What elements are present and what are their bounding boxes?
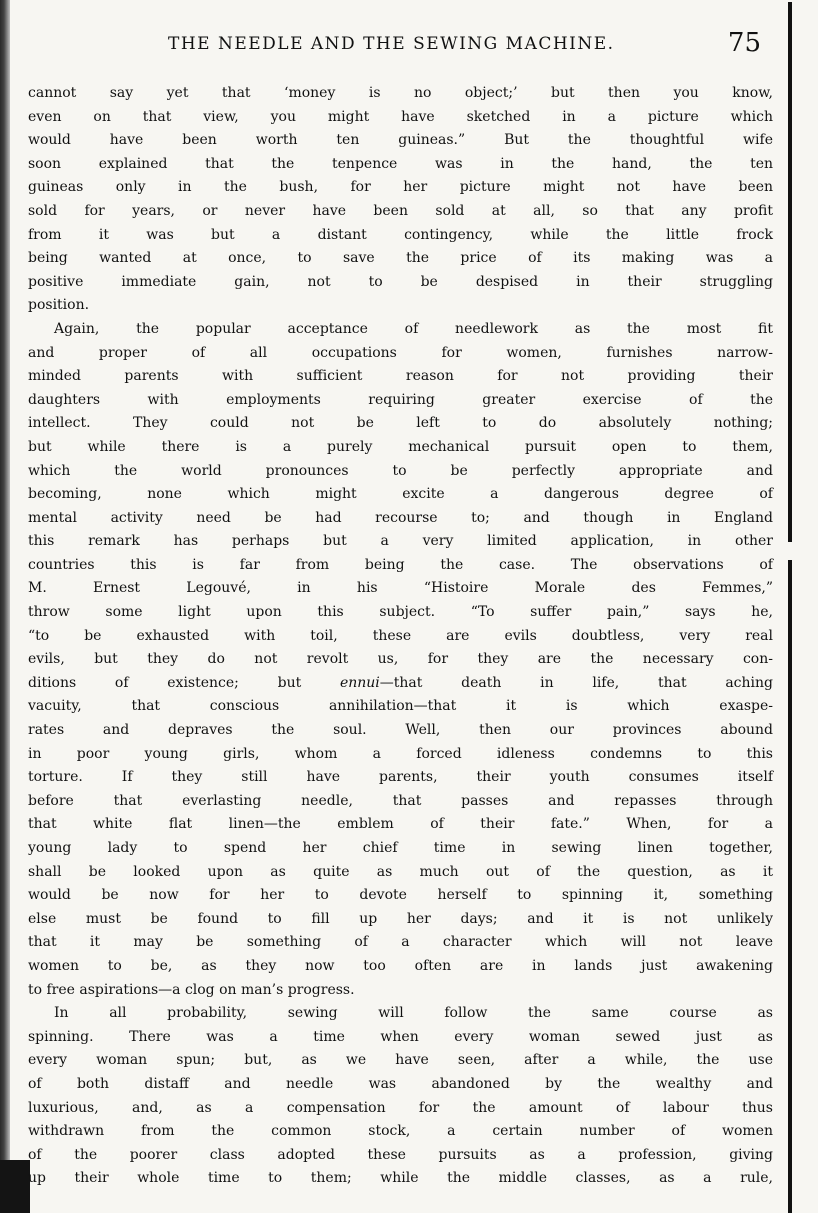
text-line: but while there is a purely mechanical pursuit open to them, xyxy=(28,438,773,455)
text-line: that it may be something of a character which will not leave xyxy=(28,934,773,951)
text-line: Again, the popular acceptance of needlework as the most fit xyxy=(54,320,773,337)
text-line: that white flat linen—the emblem of their fate.” When, for a xyxy=(28,816,773,833)
emphasis: ennui xyxy=(339,674,380,691)
text-line: position. xyxy=(28,297,90,314)
text-line: countries this is far from being the case. The observations of xyxy=(28,556,773,573)
text-line: shall be looked upon as quite as much out of the question, as it xyxy=(28,863,773,880)
text-line: soon explained that the tenpence was in the hand, the ten xyxy=(28,155,773,172)
text-line: cannot say yet that ‘money is no object;’ but then you know, xyxy=(28,85,773,101)
page-edge-rule xyxy=(788,2,792,542)
text-line: spinning. There was a time when every woman sewed just as xyxy=(28,1028,773,1045)
text-line: luxurious, and, as a compensation for the amount of labour thus xyxy=(28,1099,773,1116)
text-line: vacuity, that conscious annihilation—that it is which exaspe- xyxy=(28,698,773,715)
text-line: M. Ernest Legouvé, in his “Histoire Morale des Femmes,” xyxy=(28,580,773,597)
text-line: sold for years, or never have been sold at all, so that any profit xyxy=(28,202,773,219)
text-line: this remark has perhaps but a very limited application, in other xyxy=(28,533,773,550)
text-line: of the poorer class adopted these pursuits as a profession, giving xyxy=(28,1146,773,1163)
running-title: THE NEEDLE AND THE SEWING MACHINE. xyxy=(168,34,615,54)
text-line: young lady to spend her chief time in sewing linen together, xyxy=(28,840,773,856)
text-line: women to be, as they now too often are in lands just awakening xyxy=(28,957,773,974)
text-line: withdrawn from the common stock, a certain number of women xyxy=(28,1123,773,1140)
text-line: up their whole time to them; while the middle classes, as a rule, xyxy=(28,1170,773,1187)
text-line: In all probability, sewing will follow the same course as xyxy=(54,1005,773,1022)
text-line: ditions of existence; but ennui—that death in life, that aching xyxy=(28,674,773,691)
body-text xyxy=(28,82,773,1191)
text-line: before that everlasting needle, that passes and repasses through xyxy=(28,792,773,809)
text-line: throw some light upon this subject. “To suffer pain,” says he, xyxy=(28,604,773,621)
text-line: being wanted at once, to save the price of its making was a xyxy=(28,250,773,267)
page-edge-rule xyxy=(788,560,792,1213)
text-line: becoming, none which might excite a dangerous degree of xyxy=(28,486,773,503)
text-line: guineas only in the bush, for her picture might not have been xyxy=(28,179,773,196)
text-line: minded parents with sufficient reason for not providing their xyxy=(28,368,773,385)
page-number: 75 xyxy=(727,28,761,58)
text-line: to free aspirations—a clog on man’s progress. xyxy=(28,981,355,998)
binding-edge xyxy=(0,0,10,1213)
text-line: every woman spun; but, as we have seen, after a while, the use xyxy=(28,1052,773,1069)
binding-shadow xyxy=(0,1160,30,1213)
text-line: would be now for her to devote herself to spinning it, something xyxy=(28,887,773,904)
text-line: would have been worth ten guineas.” But the thoughtful wife xyxy=(28,132,773,149)
text-line: evils, but they do not revolt us, for they are the necessary con- xyxy=(28,651,773,668)
text-line: torture. If they still have parents, their youth consumes itself xyxy=(28,769,773,786)
text-line: else must be found to fill up her days; and it is not unlikely xyxy=(28,910,773,927)
book-page xyxy=(28,28,773,1191)
text-line: of both distaff and needle was abandoned by the wealthy and xyxy=(28,1075,773,1092)
text-line: “to be exhausted with toil, these are evils doubtless, very real xyxy=(28,627,773,644)
text-line: mental activity need be had recourse to; and though in England xyxy=(28,509,773,526)
text-line: daughters with employments requiring greater exercise of the xyxy=(28,391,773,408)
text-line: even on that view, you might have sketched in a picture which xyxy=(28,108,773,125)
text-line: which the world pronounces to be perfectly appropriate and xyxy=(28,462,773,479)
text-line: intellect. They could not be left to do absolutely nothing; xyxy=(28,415,773,432)
text-line: and proper of all occupations for women, furnishes narrow- xyxy=(28,344,773,361)
text-line: in poor young girls, whom a forced idleness condemns to this xyxy=(28,745,773,762)
text-line: from it was but a distant contingency, while the little frock xyxy=(28,226,773,243)
text-line: positive immediate gain, not to be despised in their struggling xyxy=(28,273,773,290)
text-line: rates and depraves the soul. Well, then our provinces abound xyxy=(28,722,773,739)
running-head xyxy=(28,28,773,62)
